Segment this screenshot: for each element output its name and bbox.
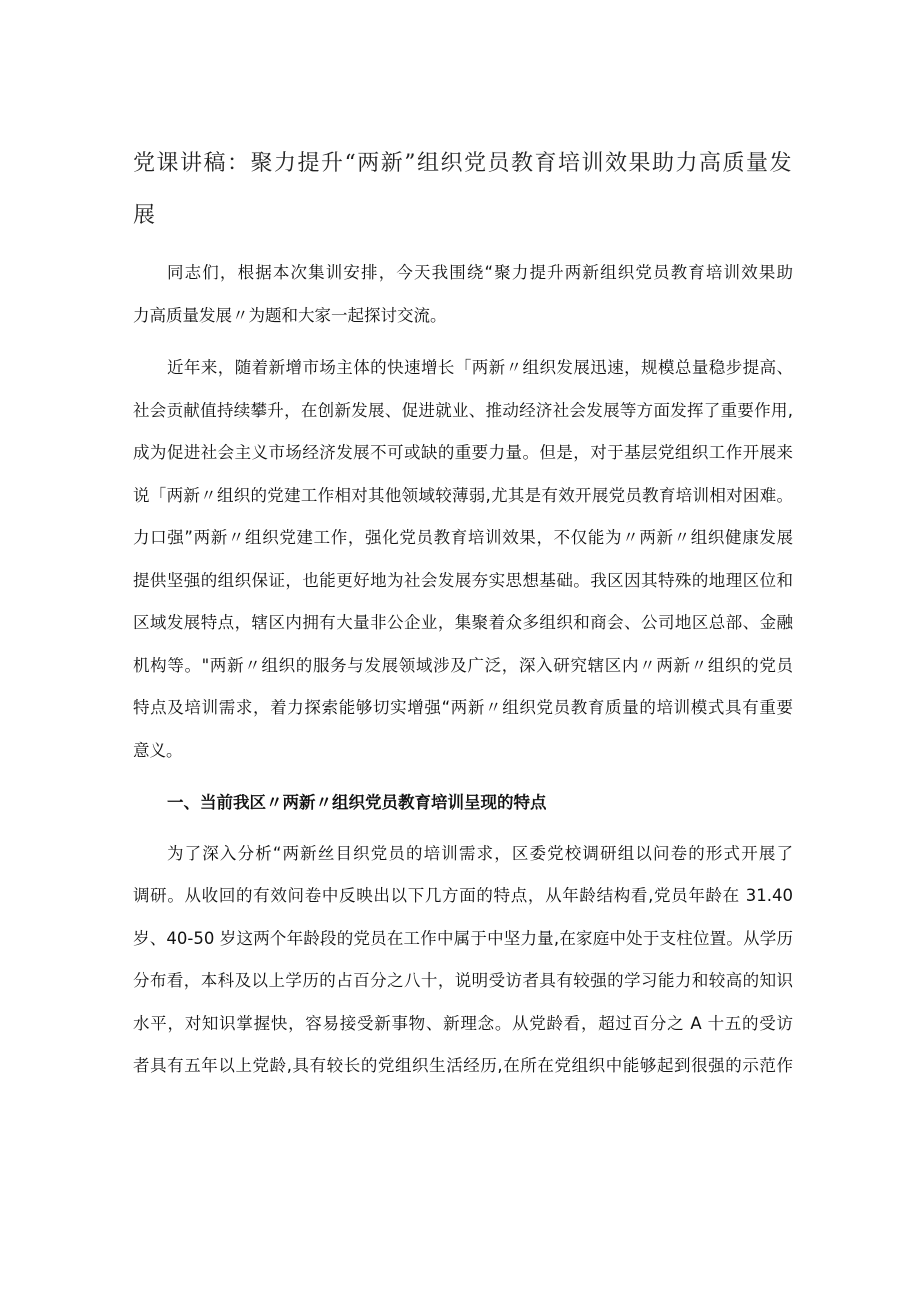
text-line: 岁、40-50 岁这两个年龄段的党员在工作中属于中坚力量,在家庭中处于支柱位置。从学历 xyxy=(133,928,793,948)
paragraph-background xyxy=(133,347,793,772)
text-line: 同志们，根据本次集训安排，今天我围绕“聚力提升两新组织党员教育培训效果助 xyxy=(167,263,793,282)
title-line-1: 党课讲稿：聚力提升“两新”组织党员教育培训效果助力高质量发 xyxy=(133,151,793,176)
text-line: 水平，对知识掌握快，容易接受新事物、新理念。从党龄看，超过百分之 A 十五的受访 xyxy=(133,1013,793,1033)
text-line: 意义。 xyxy=(133,740,183,760)
text-line: 说「两新〃组织的党建工作相对其他领域较薄弱,尤其是有效开展党员教育培训相对困难。 xyxy=(133,485,793,505)
text-line: 社会贡献值持续攀升，在创新发展、促进就业、推动经济社会发展等方面发挥了重要作用, xyxy=(133,400,793,420)
title-line-2: 展 xyxy=(133,203,157,228)
text-line: 力高质量发展〃为题和大家一起探讨交流。 xyxy=(133,305,447,325)
paragraph-survey xyxy=(133,833,793,1088)
text-line: 调研。从收回的有效问卷中反映出以下几方面的特点，从年龄结构看,党员年龄在 31.40 xyxy=(133,886,793,905)
text-line: 机构等。"两新〃组织的服务与发展领域涉及广泛，深入研究辖区内〃两新〃组织的党员 xyxy=(133,655,793,675)
text-line: 特点及培训需求，着力探索能够切实增强“两新〃组织党员教育质量的培训模式具有重要 xyxy=(133,698,793,717)
text-line: 区域发展特点，辖区内拥有大量非公企业，集聚着众多组织和商会、公司地区总部、金融 xyxy=(133,613,793,632)
text-line: 分布看，本科及以上学历的占百分之八十，说明受访者具有较强的学习能力和较高的知识 xyxy=(133,971,793,990)
paragraph-greeting xyxy=(133,252,793,337)
text-line: 提供坚强的组织保证，也能更好地为社会发展夯实思想基础。我区因其特殊的地理区位和 xyxy=(133,570,793,590)
text-line: 近年来，随着新增市场主体的快速增长「两新〃组织发展迅速，规模总量稳步提高、 xyxy=(167,358,793,377)
text-line: 成为促进社会主义市场经济发展不可或缺的重要力量。但是，对于基层党组织工作开展来 xyxy=(133,443,793,462)
text-line: 者具有五年以上党龄,具有较长的党组织生活经历,在所在党组织中能够起到很强的示范作 xyxy=(133,1056,793,1075)
section-heading: 一、当前我区〃两新〃组织党员教育培训呈现的特点 xyxy=(167,793,547,812)
text-line: 力口强”两新〃组织党建工作，强化党员教育培训效果，不仅能为〃两新〃组织健康发展 xyxy=(133,528,793,547)
document-body xyxy=(133,252,793,1088)
document-title xyxy=(133,138,793,242)
text-line: 为了深入分析“两新丝目织党员的培训需求，区委党校调研组以问卷的形式开展了 xyxy=(167,843,793,863)
